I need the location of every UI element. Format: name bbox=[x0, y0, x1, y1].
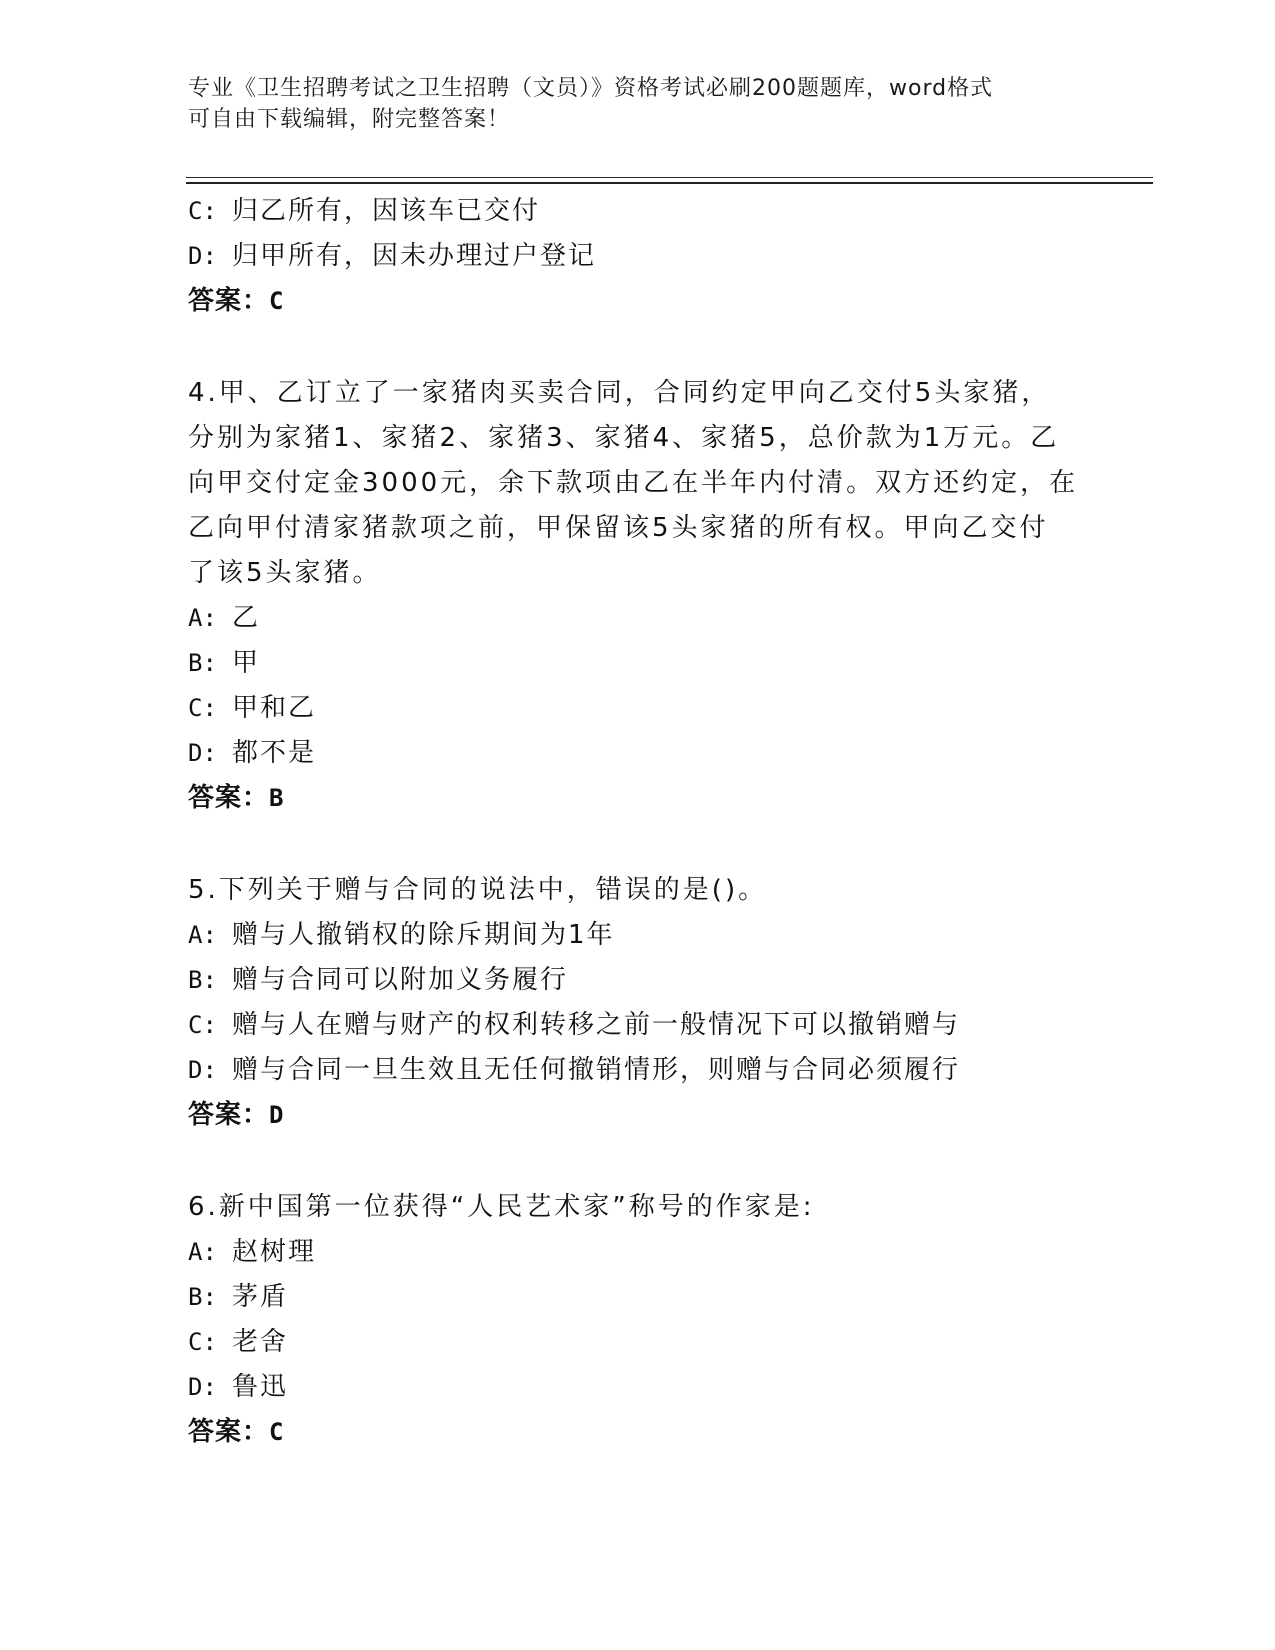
header-line-2: 可自由下载编辑，附完整答案！ bbox=[188, 107, 511, 132]
question-gap bbox=[188, 1138, 1088, 1185]
option-a bbox=[188, 596, 1088, 641]
header-line-1: 专业《卫生招聘考试之卫生招聘（文员）》资格考试必刷200题题库，word格式 bbox=[188, 76, 994, 101]
option-letter: B: bbox=[188, 1283, 217, 1311]
option-c bbox=[188, 189, 1088, 234]
answer-label: 答案： bbox=[188, 1100, 270, 1130]
answer-line bbox=[188, 279, 1088, 324]
option-letter: D: bbox=[188, 242, 217, 270]
option-text: 乙 bbox=[232, 603, 261, 633]
question-stem bbox=[188, 868, 1088, 913]
option-text: 归乙所有，因该车已交付 bbox=[232, 196, 541, 226]
option-d bbox=[188, 1365, 1088, 1410]
answer-line bbox=[188, 1093, 1088, 1138]
answer-label: 答案： bbox=[188, 1417, 270, 1447]
option-text: 鲁迅 bbox=[232, 1372, 289, 1402]
question-gap bbox=[188, 324, 1088, 371]
option-letter: C: bbox=[188, 197, 217, 225]
answer-value: D bbox=[269, 1101, 285, 1129]
option-c bbox=[188, 686, 1088, 731]
answer-label: 答案： bbox=[188, 783, 270, 813]
answer-value: C bbox=[269, 287, 285, 315]
option-d bbox=[188, 234, 1088, 279]
document-header bbox=[188, 73, 1088, 135]
option-text: 老舍 bbox=[232, 1327, 289, 1357]
prev-question bbox=[188, 189, 1088, 324]
option-text: 归甲所有，因未办理过户登记 bbox=[232, 241, 597, 271]
question-gap bbox=[188, 821, 1088, 868]
stem-line: 6.新中国第一位获得“人民艺术家”称号的作家是: bbox=[188, 1192, 815, 1222]
option-d bbox=[188, 1048, 1088, 1093]
option-letter: C: bbox=[188, 1011, 217, 1039]
option-c bbox=[188, 1320, 1088, 1365]
option-text: 甲 bbox=[232, 648, 261, 678]
answer-line bbox=[188, 1410, 1088, 1455]
answer-label: 答案： bbox=[188, 286, 270, 316]
answer-value: B bbox=[269, 784, 285, 812]
question-stem bbox=[188, 1185, 1088, 1230]
option-letter: A: bbox=[188, 604, 217, 632]
option-a bbox=[188, 1230, 1088, 1275]
option-text: 赵树理 bbox=[232, 1237, 317, 1267]
option-text: 甲和乙 bbox=[232, 693, 317, 723]
option-text: 赠与合同可以附加义务履行 bbox=[232, 965, 569, 995]
option-text: 赠与合同一旦生效且无任何撤销情形，则赠与合同必须履行 bbox=[232, 1055, 961, 1085]
option-text: 都不是 bbox=[232, 738, 317, 768]
question-5 bbox=[188, 868, 1088, 1138]
header-divider-thin bbox=[186, 177, 1153, 178]
question-content bbox=[188, 189, 1088, 1455]
option-letter: A: bbox=[188, 1238, 217, 1266]
option-letter: B: bbox=[188, 649, 217, 677]
option-c bbox=[188, 1003, 1088, 1048]
stem-line: 分别为家猪1、家猪2、家猪3、家猪4、家猪5，总价款为1万元。乙 bbox=[188, 423, 1060, 453]
option-letter: C: bbox=[188, 694, 217, 722]
option-b bbox=[188, 641, 1088, 686]
option-letter: D: bbox=[188, 1373, 217, 1401]
stem-line: 乙向甲付清家猪款项之前，甲保留该5头家猪的所有权。甲向乙交付 bbox=[188, 513, 1049, 543]
option-b bbox=[188, 958, 1088, 1003]
option-d bbox=[188, 731, 1088, 776]
stem-line: 了该5头家猪。 bbox=[188, 558, 382, 588]
option-letter: D: bbox=[188, 739, 217, 767]
option-letter: A: bbox=[188, 921, 217, 949]
option-a bbox=[188, 913, 1088, 958]
stem-line: 4.甲、乙订立了一家猪肉买卖合同，合同约定甲向乙交付5头家猪， bbox=[188, 378, 1051, 408]
answer-line bbox=[188, 776, 1088, 821]
answer-value: C bbox=[269, 1418, 285, 1446]
option-letter: D: bbox=[188, 1056, 217, 1084]
question-stem bbox=[188, 371, 1088, 596]
header-divider-thick bbox=[186, 182, 1153, 184]
option-letter: C: bbox=[188, 1328, 217, 1356]
question-6 bbox=[188, 1185, 1088, 1455]
option-letter: B: bbox=[188, 966, 217, 994]
option-text: 赠与人撤销权的除斥期间为1年 bbox=[232, 920, 615, 950]
question-4 bbox=[188, 371, 1088, 821]
stem-line: 5.下列关于赠与合同的说法中，错误的是()。 bbox=[188, 875, 768, 905]
option-text: 赠与人在赠与财产的权利转移之前一般情况下可以撤销赠与 bbox=[232, 1010, 961, 1040]
stem-line: 向甲交付定金3000元，余下款项由乙在半年内付清。双方还约定，在 bbox=[188, 468, 1079, 498]
option-b bbox=[188, 1275, 1088, 1320]
option-text: 茅盾 bbox=[232, 1282, 289, 1312]
